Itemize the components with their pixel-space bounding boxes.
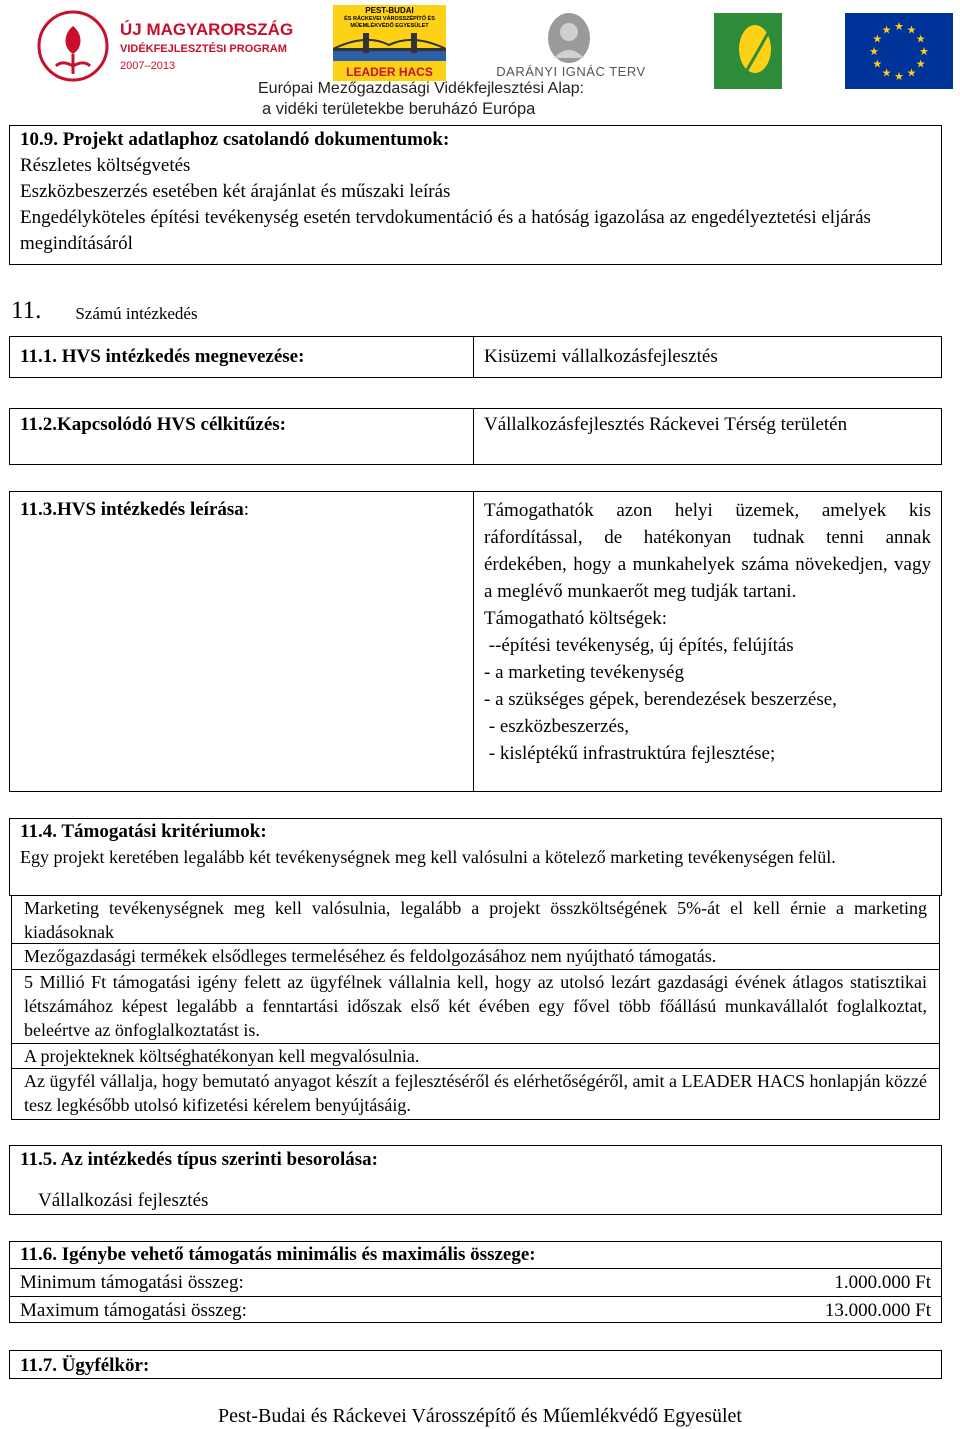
criterion-item: Marketing tevékenységnek meg kell valósulnia, legalább a projekt összköltségének 5%-át el kell érnie a marketing kiadásoknak	[11, 896, 940, 944]
section-11-number: 11.	[11, 297, 42, 324]
logo1-years: 2007–2013	[120, 60, 176, 72]
costs-title: Támogatható költségek:	[484, 608, 668, 629]
leader-leaf-icon	[730, 19, 780, 83]
logo4-text: LEADER	[705, 31, 716, 69]
logo2-line3: MŰEMLÉKVÉDŐ EGYESÜLET	[350, 23, 429, 29]
section-11-6	[9, 1241, 942, 1323]
min-amount-row	[10, 1269, 941, 1297]
section-11-3	[9, 491, 942, 792]
section-11-1-value: Kisüzemi vállalkozásfejlesztés	[484, 346, 718, 367]
eu-star-icon: ★	[869, 46, 879, 58]
cost-item: - a szükséges gépek, berendezések beszerzése,	[484, 689, 837, 710]
section-11-3-value	[474, 492, 941, 791]
eu-star-icon: ★	[872, 58, 883, 71]
attachment-item: Engedélyköteles építési tevékenység esetén tervdokumentáció és a hatóság igazolása az engedélyeztetési eljárás megindításáról	[20, 207, 871, 254]
daranyi-ignac-terv-logo	[486, 12, 656, 80]
uj-magyarorszag-logo	[28, 6, 294, 86]
attachment-item: Eszközbeszerzés esetében két árajánlat és műszaki leírás	[20, 181, 451, 202]
leader-hacs-logo	[333, 5, 446, 81]
section-11-3-label	[10, 492, 474, 791]
eu-star-icon: ★	[894, 21, 904, 33]
criterion-item: Az ügyfél vállalja, hogy bemutató anyagot készít a fejlesztéséről és elérhetőségéről, amit a LEADER HACS honlapján közzé tesz legkésőbb utolsó kifizetési kérelem benyújtásáig.	[11, 1069, 940, 1120]
logo2-line2: ÉS RÁCKEVEI VÁROSSZÉPÍTŐ ÉS	[344, 16, 435, 22]
document-body	[9, 125, 942, 1379]
logo-header	[0, 0, 960, 122]
section-11-1-label: 11.1. HVS intézkedés megnevezése:	[10, 337, 474, 377]
eu-star-icon: ★	[894, 71, 904, 83]
max-amount-row	[10, 1297, 941, 1324]
portrait-icon	[546, 12, 592, 64]
criterion-item: Mezőgazdasági termékek elsődleges termeléséhez és feldolgozásához nem nyújtható támogatás.	[11, 944, 940, 970]
section-11-3-description: Támogathatók azon helyi üzemek, amelyek kis ráfordítással, de hatékonyan tudnak tenni annak érdekében, hogy a munkahelyek száma növekedjen, vagy a meglévő munkaerőt meg tudják tartani.	[484, 500, 931, 602]
criterion-item: A projekteknek költséghatékonyan kell megvalósulnia.	[11, 1044, 940, 1069]
section-11-2	[9, 408, 942, 465]
section-11-4-title: 11.4. Támogatási kritériumok:	[9, 818, 942, 845]
section-11-5-value: Vállalkozási fejlesztés	[38, 1190, 209, 1211]
eu-stars-icon	[845, 13, 953, 89]
section-11-2-label: 11.2.Kapcsolódó HVS célkitűzés:	[10, 409, 474, 464]
logo2-bottom: LEADER HACS	[346, 65, 433, 79]
tulip-emblem-icon	[28, 6, 118, 86]
section-11-3-num: 11.3.	[20, 499, 57, 520]
eu-caption-line1: Európai Mezőgazdasági Vidékfejlesztési Alap:	[258, 80, 585, 97]
page-footer: Pest-Budai és Ráckevei Városszépítő és Műemlékvédő Egyesület	[218, 1405, 742, 1427]
section-11-2-value: Vállalkozásfejlesztés Ráckevei Térség területén	[484, 414, 848, 435]
eu-caption-line2: a vidéki területekbe beruházó Európa	[262, 100, 536, 118]
section-11-1	[9, 336, 942, 378]
max-amount-label: Maximum támogatási összeg:	[20, 1300, 247, 1321]
cost-item: - eszközbeszerzés,	[484, 716, 630, 737]
eu-flag-logo	[845, 13, 953, 89]
bridge-icon	[333, 31, 446, 61]
eu-star-icon: ★	[919, 46, 929, 58]
cost-item: --építési tevékenység, új építés, felújítás	[484, 635, 794, 656]
section-11-4	[9, 818, 942, 1120]
section-11-3-label-text: HVS intézkedés leírása	[56, 499, 244, 520]
eu-star-icon: ★	[915, 33, 926, 46]
section-11-7: 11.7. Ügyfélkör:	[9, 1350, 942, 1379]
eu-star-icon: ★	[872, 33, 883, 46]
eu-star-icon: ★	[881, 24, 892, 37]
min-amount-label: Minimum támogatási összeg:	[20, 1272, 244, 1293]
logo1-title: ÚJ MAGYARORSZÁG	[120, 20, 294, 39]
section-11-3-colon: :	[243, 499, 250, 520]
eu-star-icon: ★	[906, 67, 917, 80]
attachment-item: Részletes költségvetés	[20, 155, 191, 176]
leader-logo	[705, 13, 782, 89]
logo1-subtitle: VIDÉKFEJLESZTÉSI PROGRAM	[120, 43, 287, 55]
eu-star-icon: ★	[906, 24, 917, 37]
logo2-top: PEST-BUDAI	[365, 6, 414, 15]
section-11-6-title: 11.6. Igénybe vehető támogatás minimális és maximális összege:	[10, 1242, 941, 1269]
cost-item: - kisléptékű infrastruktúra fejlesztése;	[484, 743, 776, 764]
section-10-9	[9, 125, 942, 265]
section-11-label: Számú intézkedés	[75, 304, 198, 323]
criterion-item: Egy projekt keretében legalább két tevékenységnek meg kell valósulni a kötelező marketing tevékenységen felül.	[9, 845, 942, 896]
eu-star-icon: ★	[881, 67, 892, 80]
logo3-text: DARÁNYI IGNÁC TERV	[496, 64, 646, 79]
min-amount-value: 1.000.000 Ft	[834, 1272, 931, 1293]
section-11-5	[9, 1145, 942, 1215]
section-11-5-title: 11.5. Az intézkedés típus szerinti besorolása:	[20, 1149, 379, 1170]
section-10-9-title: 10.9. Projekt adatlaphoz csatolandó dokumentumok:	[20, 129, 450, 150]
max-amount-value: 13.000.000 Ft	[824, 1300, 931, 1321]
eu-star-icon: ★	[915, 58, 926, 71]
section-11-heading	[9, 291, 942, 331]
cost-item: - a marketing tevékenység	[484, 662, 684, 683]
criterion-item: 5 Millió Ft támogatási igény felett az ügyfélnek vállalnia kell, hogy az utolsó lezárt gazdasági évének átlagos statisztikai létszámához képest legalább a fenntartási időszak első két évében egy fővel több főállású munkavállalót foglalkoztat, beleértve az önfoglalkoztatást is.	[11, 970, 940, 1044]
